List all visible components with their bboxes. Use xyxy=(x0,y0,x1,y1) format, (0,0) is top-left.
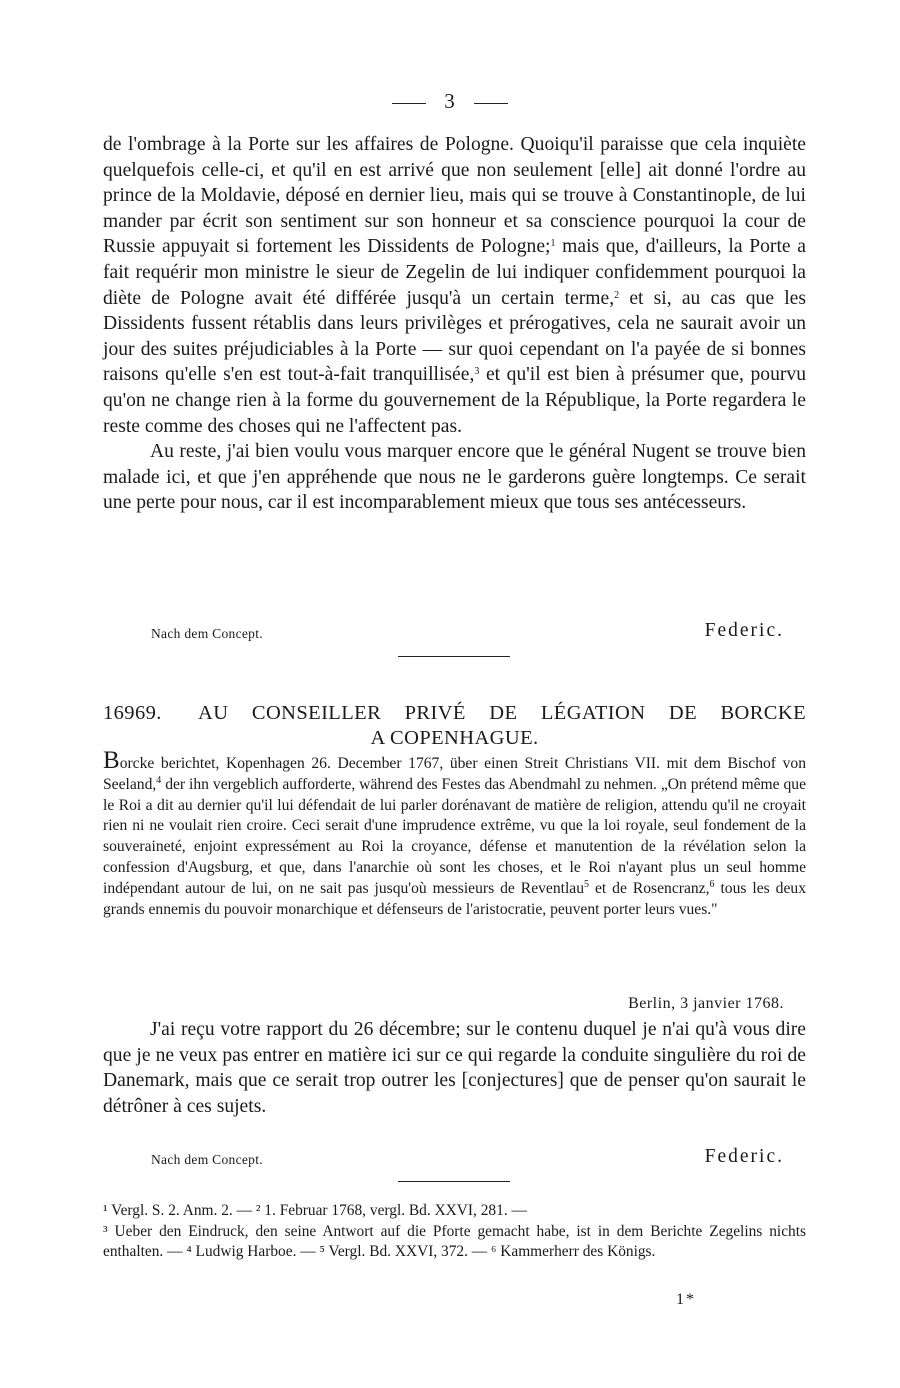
letter-2-paragraph: J'ai reçu votre rapport du 26 décembre; sur le contenu duquel je n'ai qu'à vous dire que je ne veux pas entrer en matière ici sur ce qui regarde la conduite singulière du roi de Danemark, mais que ce serait trop outrer les [conjectures] que de penser qu'on saurait le détrôner à ces sujets. xyxy=(103,1019,806,1117)
header-rule-left xyxy=(392,103,426,104)
footnote-ref-5: 5 xyxy=(584,878,590,890)
text-run: et si, au cas que les Dissidents fussent rétablis dans leurs privilèges et prérogatives, cela ne saurait avoir un jour des suites préjudiciables à la Porte — sur quoi cependant on l'a payée de si bonnes raisons qu'elle s'en est tout-à-fait tranquillisée, xyxy=(103,287,806,386)
footnote-line: ³ Ueber den Eindruck, den seine Antwort auf die Pforte gemacht habe, ist in dem Berichte Zegelins nichts enthalten. — ⁴ Ludwig Harboe. — ⁵ Vergl. Bd. XXVI, 372. — ⁶ Kammerherr des Königs. xyxy=(103,1222,806,1260)
footnote-line: ¹ Vergl. S. 2. Anm. 2. — ² 1. Februar 1768, vergl. Bd. XXVI, 281. — xyxy=(103,1202,527,1219)
text-run: de l'ombrage à la Porte sur les affaires de Pologne. Quoiqu'il paraisse que cela inquiète quelquefois celle-ci, et qu'il en est arrivé que non seulement [elle] ait donné l'ordre au prince de la Moldavie, déposé en dernier lieu, mais qui se trouve à Constantinople, de lui mander par écrit son sentiment sur son honneur et sa conscience pourquoi la cour de Russie appuyait si fortement les Dissidents de Pologne; xyxy=(103,134,806,258)
text-run: et qu'il est bien à présumer que, pourvu qu'on ne change rien à la forme du gouvernement de la République, la Porte regardera le reste comme des choses qui ne l'affectent pas. xyxy=(103,364,807,437)
letter-1-paragraph-1 xyxy=(103,132,806,439)
letter-2-closing xyxy=(103,1146,784,1172)
summary-paragraph xyxy=(103,747,806,920)
section-divider xyxy=(398,656,510,657)
dateline: Berlin, 3 janvier 1768. xyxy=(628,995,784,1012)
title-line-2: A COPENHAGUE. xyxy=(370,727,539,749)
initial-letter: B xyxy=(103,747,120,774)
signature: Federic. xyxy=(704,1146,784,1167)
footnote-divider xyxy=(398,1181,510,1182)
text-run: mais que, d'ailleurs, la Porte a fait requérir mon ministre le sieur de Zegelin de lui indiquer confidemment pourquoi la diète de Pologne avait été différée jusqu'à un certain terme, xyxy=(103,236,806,309)
footnote-ref-4: 4 xyxy=(156,774,162,786)
letter-2-body xyxy=(103,1017,806,1119)
signature: Federic. xyxy=(704,620,784,641)
printer-signature-mark: 1* xyxy=(676,1291,696,1308)
title-line-1: AU CONSEILLER PRIVÉ DE LÉGATION DE BORCKE xyxy=(198,702,806,724)
footnote-ref-6: 6 xyxy=(709,878,715,890)
text-run: tous les deux grands ennemis du pouvoir monarchique et défenseurs de l'aristocratie, peuvent porter leurs vues." xyxy=(103,879,806,918)
letter-1-body xyxy=(103,132,806,516)
text-run: orcke berichtet, Kopenhagen 26. December 1767, über einen Streit Christians VII. mit dem Bischof von Seeland, xyxy=(103,755,806,793)
concept-note: Nach dem Concept. xyxy=(151,1152,263,1167)
letter-1-closing xyxy=(103,620,784,646)
header-rule-right xyxy=(474,103,508,104)
text-run: et de Rosencranz, xyxy=(589,879,710,897)
footnote-ref-3: 3 xyxy=(474,366,480,378)
page-number: 3 xyxy=(444,89,456,113)
letter-number: 16969. xyxy=(103,702,162,724)
letter-2-summary xyxy=(103,747,806,920)
page-header xyxy=(0,88,900,114)
letter-1-paragraph-2: Au reste, j'ai bien voulu vous marquer encore que le général Nugent se trouve bien malade ici, et que j'en appréhende que nous ne le garderons guère longtemps. Ce serait une perte pour nous, car il est incomparablement mieux que tous ses antécesseurs. xyxy=(103,441,806,514)
footnote-ref-2: 2 xyxy=(614,289,620,301)
text-run: der ihn vergeblich aufforderte, während des Festes das Abendmahl zu nehmen. „On prétend même que le Roi a dit au dernier qu'il lui défendait de lui parler dorénavant de matière de religion, attendu qu'il ne croyait rien ni ne voulait rien croire. Ceci serait d'une imprudence extrême, vu que la loi royale, seul fondement de la souveraineté, enjoint expressément au Roi la croyance, défense et manutention de la révélation selon la confession d'Augsburg, et que, dans l'anarchie où sont les choses, et le Roi n'ayant plus un seul homme indépendant autour de lui, on ne sait pas jusqu'où messieurs de Reventlau xyxy=(103,775,806,897)
concept-note: Nach dem Concept. xyxy=(151,626,263,641)
footnotes xyxy=(103,1201,806,1263)
letter-2-title xyxy=(103,701,806,751)
footnote-ref-1: 1 xyxy=(550,238,556,250)
